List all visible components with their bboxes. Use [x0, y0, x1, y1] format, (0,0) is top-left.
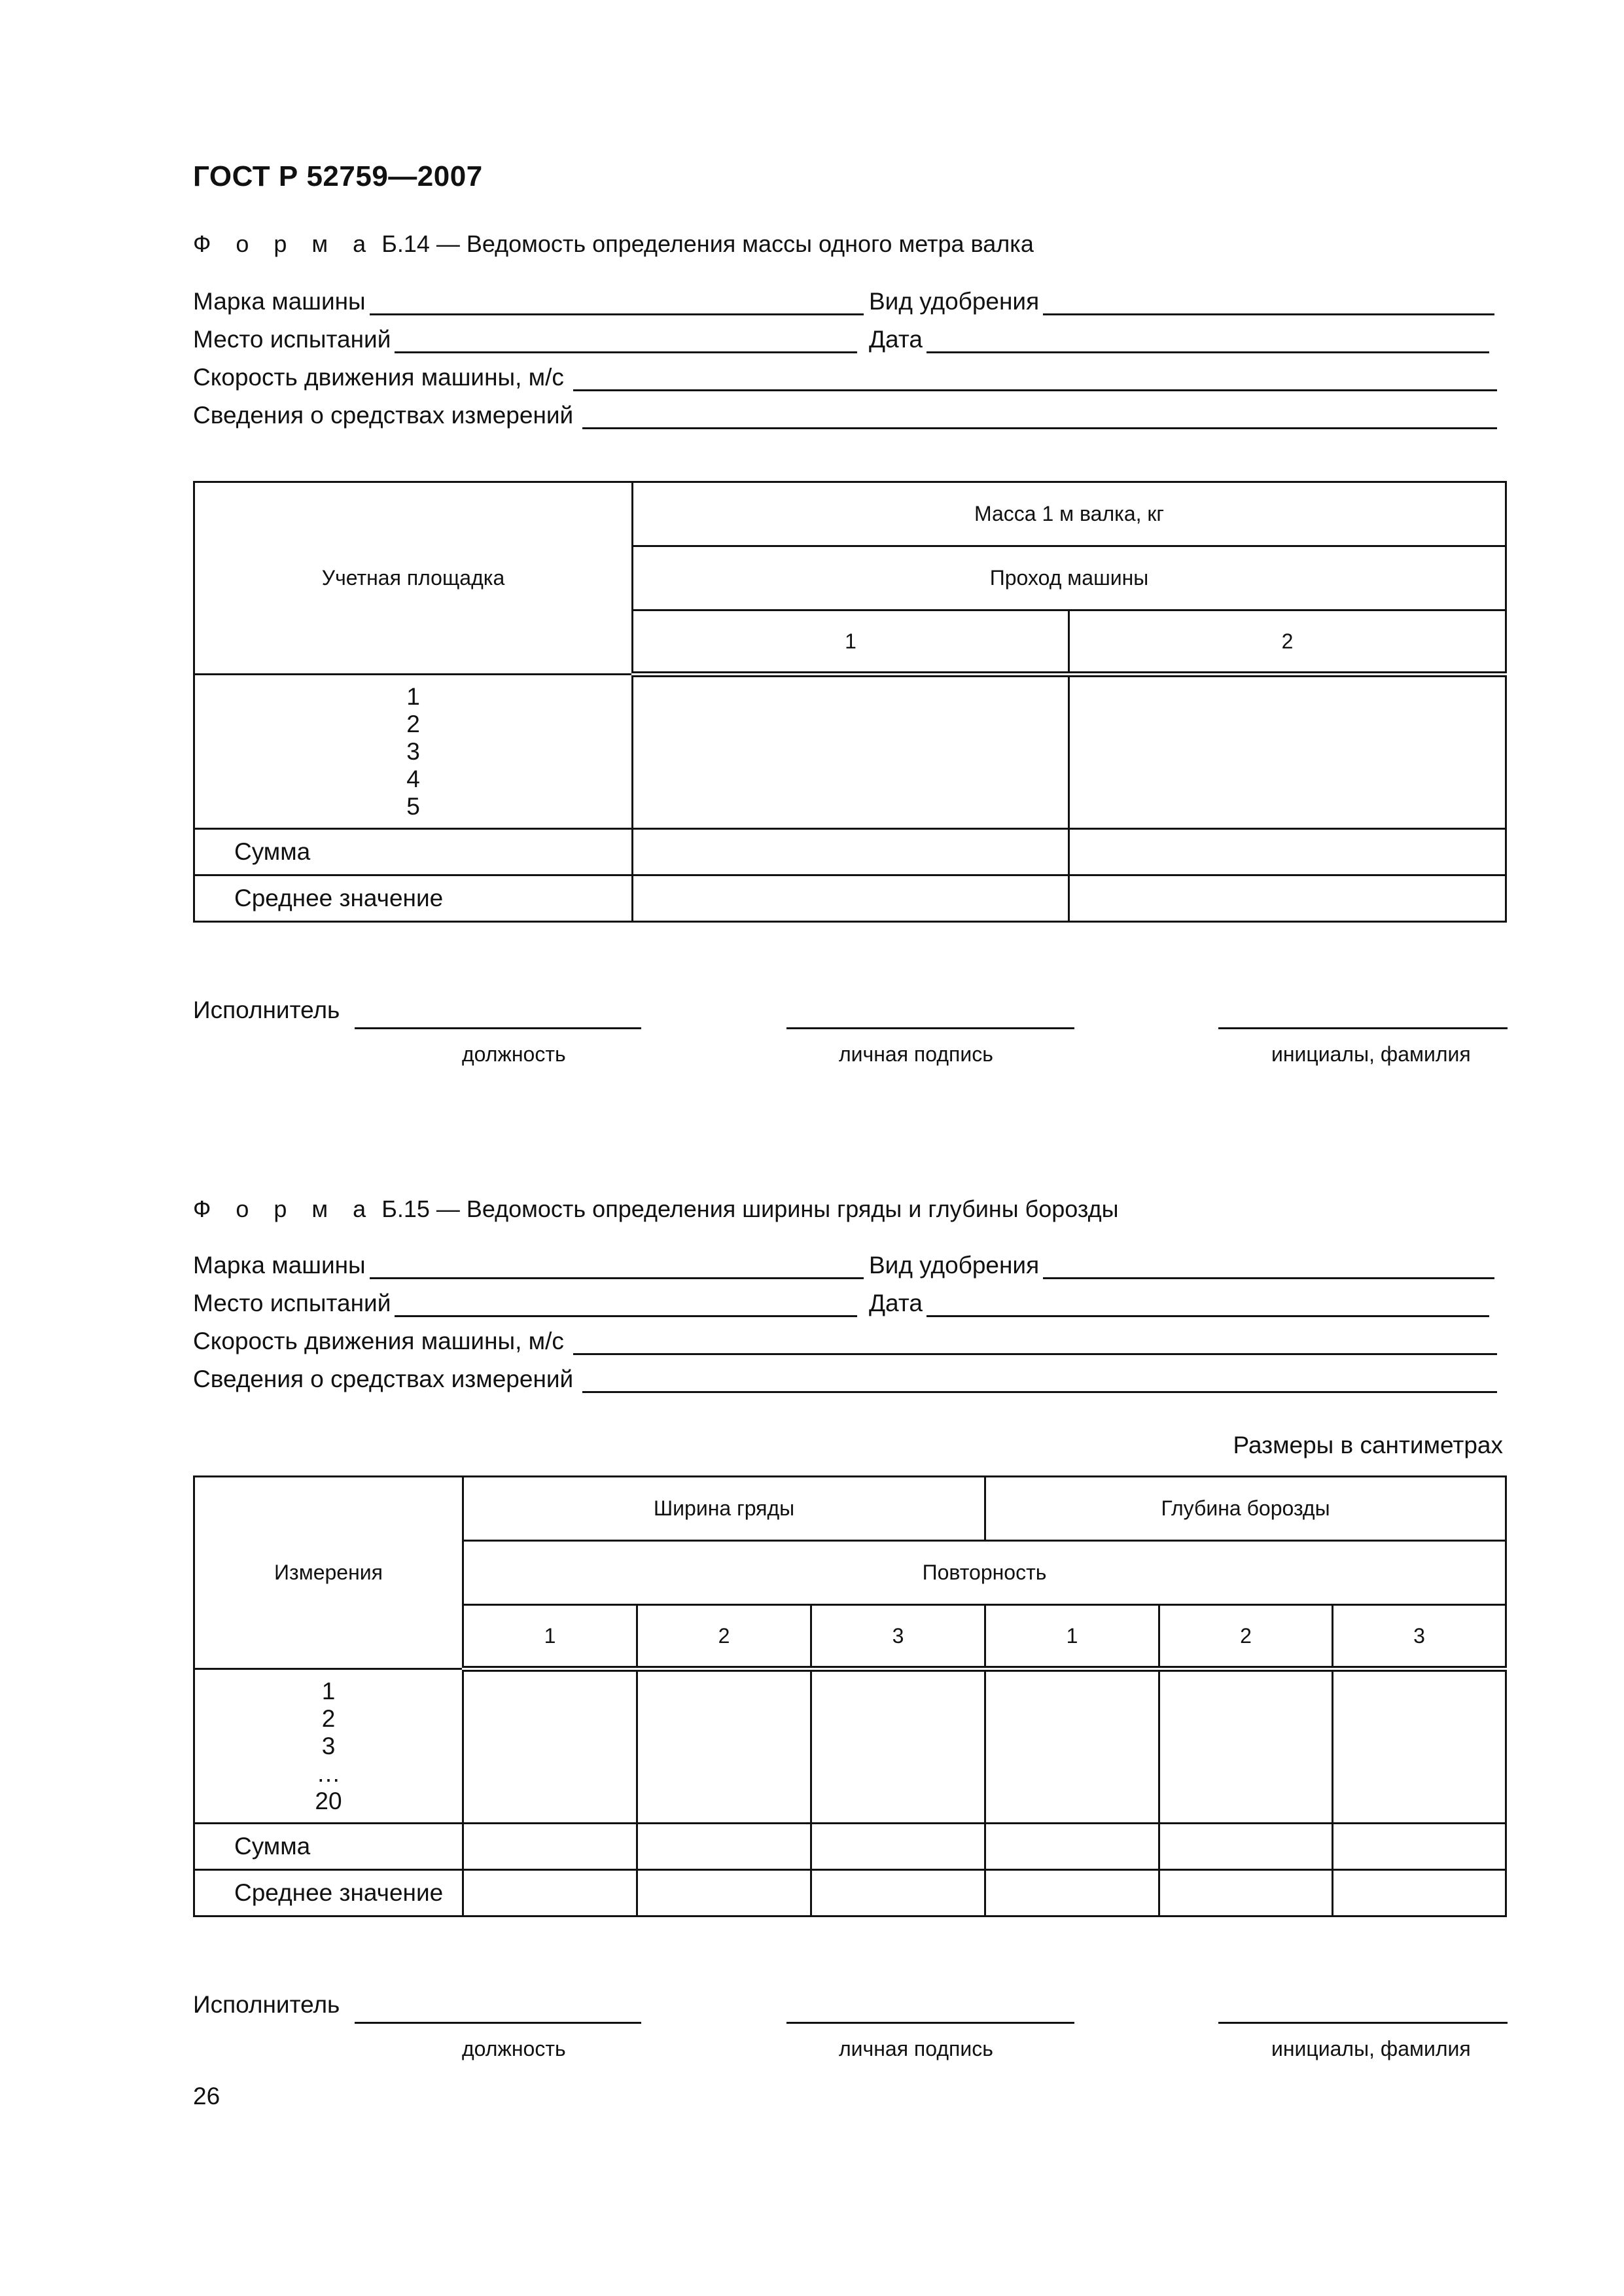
- date-input-line[interactable]: [927, 1293, 1489, 1317]
- form14-field-speed: [193, 364, 1497, 391]
- header-rep-3: 3: [811, 1605, 985, 1669]
- instruments-input-line[interactable]: [582, 1369, 1497, 1393]
- fertilizer-label: Вид удобрения: [869, 288, 1040, 315]
- form14-table: [193, 481, 1507, 923]
- measure-numbers: [194, 1669, 463, 1824]
- plot-row-2: 2: [406, 710, 420, 737]
- mean-cell[interactable]: [633, 875, 1069, 922]
- form15-position-line[interactable]: [355, 2020, 641, 2024]
- form14-field-brand: [193, 288, 864, 315]
- place-label: Место испытаний: [193, 1290, 391, 1316]
- instruments-input-line[interactable]: [582, 405, 1497, 429]
- measure-row-1: 1: [321, 1677, 336, 1704]
- brand-label: Марка машины: [193, 288, 366, 315]
- sum-label: Сумма: [194, 1824, 463, 1870]
- form14-signature-caption: личная подпись: [839, 1042, 993, 1066]
- header-rep-6: 3: [1333, 1605, 1506, 1669]
- data-cell[interactable]: [1333, 1669, 1506, 1824]
- form15-field-speed: [193, 1328, 1497, 1355]
- data-cell[interactable]: [463, 1669, 637, 1824]
- measure-row-ellipsis: …: [316, 1759, 341, 1787]
- form15-table: [193, 1475, 1507, 1917]
- form15-field-instruments: [193, 1366, 1497, 1393]
- mean-label: Среднее значение: [194, 1870, 463, 1916]
- form14-field-fertilizer: [869, 288, 1494, 315]
- header-repeat: Повторность: [463, 1541, 1506, 1605]
- header-rep-2: 2: [637, 1605, 811, 1669]
- brand-label: Марка машины: [193, 1252, 366, 1279]
- place-input-line[interactable]: [395, 329, 857, 353]
- form14-title-text: Б.14 — Ведомость определения массы одного метра валка: [381, 230, 1034, 257]
- form14-position-caption: должность: [462, 1042, 566, 1066]
- sum-cell[interactable]: [1159, 1824, 1333, 1870]
- sum-cell[interactable]: [811, 1824, 985, 1870]
- instruments-label: Сведения о средствах измерений: [193, 1366, 574, 1392]
- speed-label: Скорость движения машины, м/с: [193, 364, 564, 391]
- mean-cell[interactable]: [985, 1870, 1159, 1916]
- mean-cell[interactable]: [1333, 1870, 1506, 1916]
- form15-field-date: [869, 1290, 1489, 1317]
- header-plot: Учетная площадка: [194, 482, 633, 675]
- document-header: ГОСТ Р 52759—2007: [193, 160, 483, 192]
- form15-field-brand: [193, 1252, 864, 1279]
- date-label: Дата: [869, 326, 923, 353]
- instruments-label: Сведения о средствах измерений: [193, 402, 574, 429]
- header-rep-4: 1: [985, 1605, 1159, 1669]
- header-width: Ширина гряды: [463, 1477, 985, 1541]
- measure-row-3: 3: [321, 1732, 336, 1759]
- mean-cell[interactable]: [1159, 1870, 1333, 1916]
- form14-position-line[interactable]: [355, 1025, 641, 1029]
- header-rep-1: 1: [463, 1605, 637, 1669]
- sum-cell[interactable]: [463, 1824, 637, 1870]
- data-cell[interactable]: [1159, 1669, 1333, 1824]
- measure-row-20: 20: [315, 1787, 342, 1814]
- header-pass: Проход машины: [633, 546, 1506, 610]
- sum-cell[interactable]: [985, 1824, 1159, 1870]
- date-label: Дата: [869, 1290, 923, 1316]
- form15-title-text: Б.15 — Ведомость определения ширины гряды и глубины борозды: [381, 1195, 1119, 1222]
- page-number: 26: [193, 2083, 221, 2110]
- fertilizer-label: Вид удобрения: [869, 1252, 1040, 1279]
- data-cell[interactable]: [811, 1669, 985, 1824]
- place-input-line[interactable]: [395, 1293, 857, 1317]
- header-pass-2: 2: [1069, 610, 1506, 675]
- fertilizer-input-line[interactable]: [1043, 291, 1494, 315]
- mean-label: Среднее значение: [194, 875, 633, 922]
- data-cell[interactable]: [633, 675, 1069, 829]
- plot-row-1: 1: [406, 682, 420, 710]
- fertilizer-input-line[interactable]: [1043, 1255, 1494, 1279]
- form15-title: [193, 1195, 1119, 1223]
- form15-field-place: [193, 1290, 857, 1317]
- mean-cell[interactable]: [637, 1870, 811, 1916]
- sum-cell[interactable]: [1069, 829, 1506, 875]
- plot-row-5: 5: [406, 792, 420, 820]
- speed-input-line[interactable]: [573, 367, 1497, 391]
- brand-input-line[interactable]: [370, 291, 864, 315]
- mean-cell[interactable]: [1069, 875, 1506, 922]
- form14-name-caption: инициалы, фамилия: [1271, 1042, 1471, 1066]
- date-input-line[interactable]: [927, 329, 1489, 353]
- header-mass: Масса 1 м валка, кг: [633, 482, 1506, 546]
- form14-title: [193, 230, 1034, 258]
- mean-cell[interactable]: [463, 1870, 637, 1916]
- sum-cell[interactable]: [1333, 1824, 1506, 1870]
- form15-field-fertilizer: [869, 1252, 1494, 1279]
- header-rep-5: 2: [1159, 1605, 1333, 1669]
- form15-name-caption: инициалы, фамилия: [1271, 2037, 1471, 2060]
- form15-title-prefix: Ф о р м а: [193, 1195, 376, 1222]
- plot-numbers: [194, 675, 633, 829]
- form14-name-line[interactable]: [1218, 1025, 1508, 1029]
- form14-executor-label: Исполнитель: [193, 997, 340, 1023]
- data-cell[interactable]: [1069, 675, 1506, 829]
- measure-row-2: 2: [321, 1704, 336, 1732]
- place-label: Место испытаний: [193, 326, 391, 353]
- form15-name-line[interactable]: [1218, 2020, 1508, 2024]
- form15-signature-line[interactable]: [786, 2020, 1074, 2024]
- sum-label: Сумма: [194, 829, 633, 875]
- mean-cell[interactable]: [811, 1870, 985, 1916]
- sum-cell[interactable]: [633, 829, 1069, 875]
- speed-input-line[interactable]: [573, 1331, 1497, 1355]
- sum-cell[interactable]: [637, 1824, 811, 1870]
- speed-label: Скорость движения машины, м/с: [193, 1328, 564, 1354]
- form14-field-date: [869, 326, 1489, 353]
- form14-field-instruments: [193, 402, 1497, 429]
- data-cell[interactable]: [985, 1669, 1159, 1824]
- plot-row-3: 3: [406, 737, 420, 765]
- form15-executor-label: Исполнитель: [193, 1991, 340, 2018]
- form14-field-place: [193, 326, 857, 353]
- data-cell[interactable]: [637, 1669, 811, 1824]
- header-pass-1: 1: [633, 610, 1069, 675]
- form14-title-prefix: Ф о р м а: [193, 230, 376, 257]
- units-note: Размеры в сантиметрах: [1233, 1432, 1503, 1458]
- form14-signature-line[interactable]: [786, 1025, 1074, 1029]
- form15-position-caption: должность: [462, 2037, 566, 2060]
- form15-signature-caption: личная подпись: [839, 2037, 993, 2060]
- header-depth: Глубина борозды: [985, 1477, 1506, 1541]
- brand-input-line[interactable]: [370, 1255, 864, 1279]
- plot-row-4: 4: [406, 765, 420, 792]
- header-measure: Измерения: [194, 1477, 463, 1669]
